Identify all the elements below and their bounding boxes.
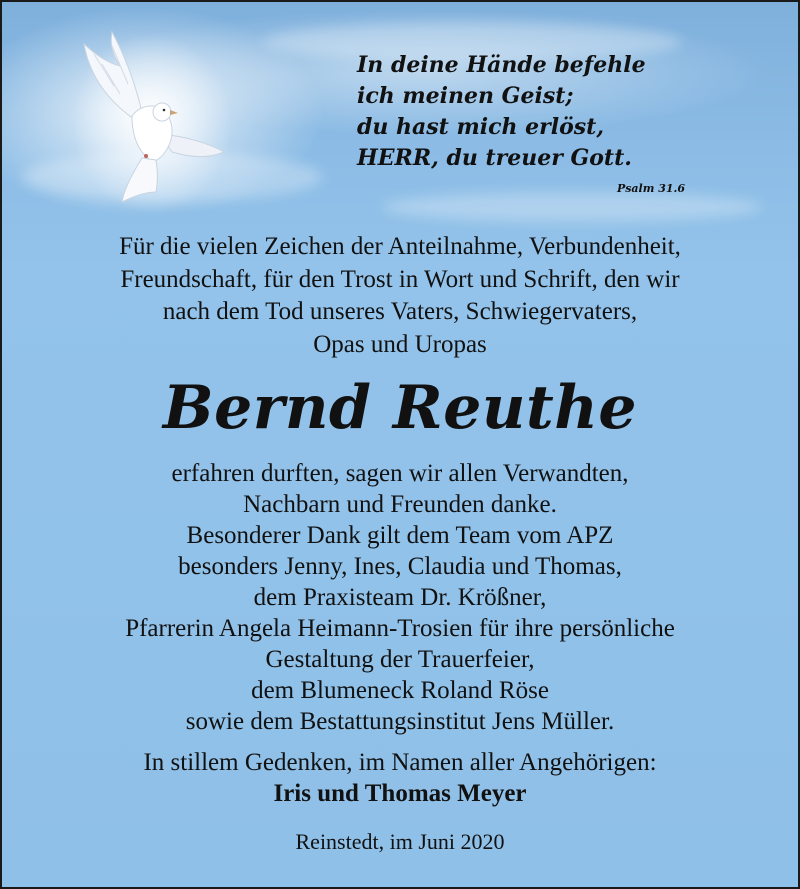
closing (2, 747, 798, 809)
verse-line: ich meinen Geist; (357, 83, 574, 109)
closing-line: In stillem Gedenken, im Namen aller Angehörigen: (143, 749, 657, 776)
thanks-text (2, 458, 798, 737)
intro-text (2, 231, 798, 361)
verse-line: In deine Hände befehle (357, 52, 646, 78)
intro-line: nach dem Tod unseres Vaters, Schwiegervaters, (162, 298, 638, 325)
thanks-line: dem Praxisteam Dr. Krößner, (253, 584, 547, 611)
thanks-line: besonders Jenny, Ines, Claudia und Thomas, (178, 553, 622, 580)
verse-line: HERR, du treuer Gott. (357, 145, 632, 171)
intro-line: Für die vielen Zeichen der Anteilnahme, Verbundenheit, (119, 233, 681, 260)
thanks-line: Nachbarn und Freunden danke. (243, 491, 557, 518)
thanks-line: Gestaltung der Trauerfeier, (265, 646, 535, 673)
deceased-name: Bernd Reuthe (162, 373, 638, 443)
thanks-line: Pfarrerin Angela Heimann-Trosien für ihre persönliche (125, 615, 675, 642)
intro-line: Opas und Uropas (313, 330, 487, 358)
signers: Iris und Thomas Meyer (273, 780, 527, 807)
dove-icon (72, 24, 232, 214)
verse-line: du hast mich erlöst, (357, 114, 605, 140)
thanks-line: sowie dem Bestattungsinstitut Jens Müller. (185, 708, 615, 735)
cloud-streak (382, 192, 762, 222)
place-date: Reinstedt, im Juni 2020 (295, 829, 505, 854)
intro-line: Freundschaft, für den Trost in Wort und Schrift, den wir (120, 265, 680, 293)
thanks-line: Besonderer Dank gilt dem Team vom APZ (186, 522, 614, 549)
thanks-line: dem Blumeneck Roland Röse (251, 677, 549, 704)
thanks-line: erfahren durften, sagen wir allen Verwandten, (171, 460, 629, 487)
verse-reference: Psalm 31.6 (616, 182, 685, 195)
bible-verse (357, 50, 646, 174)
